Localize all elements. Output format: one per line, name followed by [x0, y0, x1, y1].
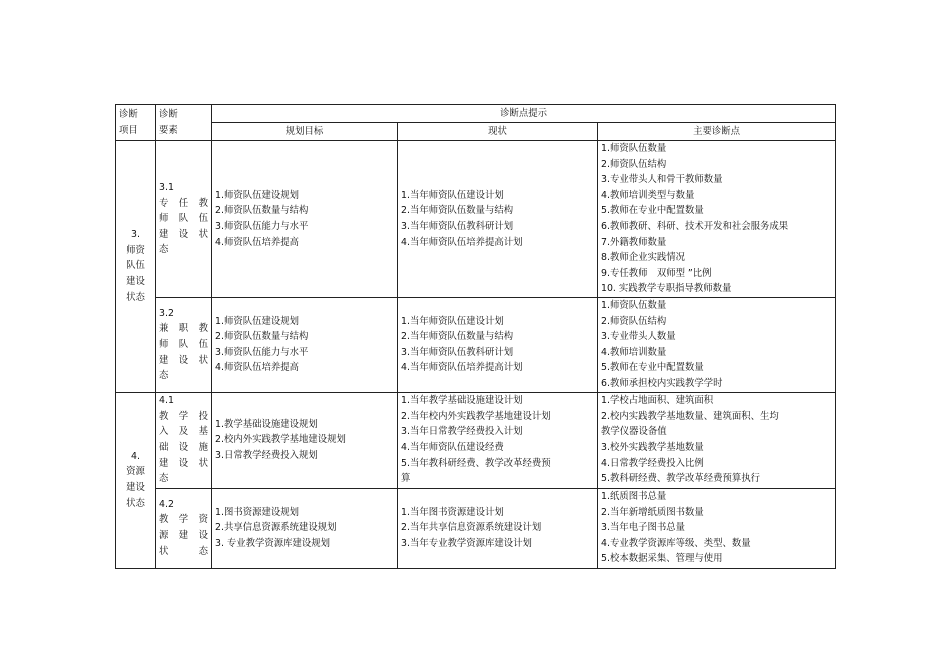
list-item: 1.当年图书资源建设计划 — [401, 506, 504, 518]
status-cell — [398, 297, 598, 392]
list-item: 1.当年师资队伍建设计划 — [401, 315, 504, 327]
plan-cell — [212, 141, 398, 298]
list-item: 4.师资队伍培养提高 — [215, 362, 299, 374]
list-item: 2.校内实践教学基地数量、建筑面积、生均 — [601, 410, 779, 422]
list-item: 10. 实践教学专职指导教师数量 — [601, 283, 732, 295]
list-item: 3.当年专业教学资源库建设计划 — [401, 537, 532, 549]
header-hint: 诊断点提示 — [212, 105, 836, 123]
list-item: 师 队 伍 — [159, 213, 208, 225]
list-item: 3.当年师资队伍教科研计划 — [401, 346, 514, 358]
header-row-1 — [116, 105, 836, 123]
list-item: 2.师资队伍数量与结构 — [215, 205, 309, 217]
list-item: 教 学 资 — [159, 514, 208, 526]
list-item: 3.当年日常教学经费投入计划 — [401, 426, 523, 438]
list-item: 5.校本数据采集、管理与使用 — [601, 553, 723, 565]
header-main: 主要诊断点 — [598, 123, 836, 141]
list-item: 师 队 伍 — [159, 338, 208, 350]
list-item: 4.教师培训类型与数量 — [601, 189, 695, 201]
list-item: 5.教师在专业中配置数量 — [601, 205, 704, 217]
list-item: 8.教师企业实践情况 — [601, 252, 685, 264]
status-cell — [398, 392, 598, 488]
list-item: 2.校内外实践教学基地建设规划 — [215, 434, 346, 446]
element-cell: 3.1 专 任 教 师 队 伍 建 设 状 态 — [156, 141, 212, 298]
list-item: 1.师资队伍建设规划 — [215, 315, 299, 327]
list-item: 2.当年师资队伍数量与结构 — [401, 331, 514, 343]
section-item-3: 3. 师资 队伍 建设 状态 — [116, 141, 156, 393]
list-item: 入 及 基 — [159, 426, 208, 438]
list-item: 1.当年教学基础设施建设计划 — [401, 395, 523, 407]
list-item: 1.纸质图书总量 — [601, 491, 667, 503]
list-item: 3.专业带头人和骨干教师数量 — [601, 174, 723, 186]
list-item: 1.师资队伍数量 — [601, 143, 667, 154]
element-cell: 4.2 教 学 资 源 建 设 状态 — [156, 488, 212, 568]
list-item: 3.校外实践教学基地数量 — [601, 442, 704, 453]
main-cell — [598, 488, 836, 568]
list-item: 9.专任教师 双师型 ”比例 — [601, 267, 712, 279]
list-item: 状态 — [159, 545, 208, 557]
list-item: 2.共享信息资源系统建设规划 — [215, 522, 337, 534]
list-item: 6.教师教研、科研、技术开发和社会服务成果 — [601, 220, 789, 232]
list-item: 3.师资队伍能力与水平 — [215, 346, 309, 358]
list-item: 教 学 投 — [159, 410, 208, 422]
list-item: 1.图书资源建设规划 — [215, 506, 299, 518]
list-item: 础 设 施 — [159, 442, 208, 453]
status-cell — [398, 488, 598, 568]
list-item: 源 建 设 — [159, 530, 208, 541]
section-item-4: 4. 资源 建设 状态 — [116, 392, 156, 568]
list-item: 2.当年新增纸质图书数量 — [601, 506, 704, 518]
list-item: 4.当年师资队伍培养提高计划 — [401, 236, 523, 248]
list-item: 3.当年电子图书总量 — [601, 522, 685, 534]
list-item: 2.师资队伍结构 — [601, 315, 667, 327]
list-item: 2.师资队伍数量与结构 — [215, 331, 309, 343]
list-item: 2.当年校内外实践教学基地建设计划 — [401, 410, 551, 422]
list-item: 4.专业教学资源库等级、类型、数量 — [601, 537, 751, 549]
list-item: 4.日常教学经费投入比例 — [601, 457, 704, 469]
list-item: 教学仪器设备值 — [601, 426, 667, 438]
plan-cell — [212, 392, 398, 488]
diagnosis-table — [115, 104, 836, 569]
list-item: 算 — [401, 473, 411, 485]
element-cell: 4.1 教 学 投 入 及 基 础 设 施 建 设 状 态 — [156, 392, 212, 488]
list-item: 1.教学基础设施建设规划 — [215, 418, 318, 430]
plan-cell — [212, 297, 398, 392]
list-item: 5.教科研经费、教学改革经费预算执行 — [601, 473, 760, 485]
list-item: 4.当年师资队伍培养提高计划 — [401, 362, 523, 374]
main-cell — [598, 297, 836, 392]
list-item: 3. 专业教学资源库建设规划 — [215, 537, 331, 549]
list-item: 3.专业带头人数量 — [601, 331, 676, 343]
plan-cell — [212, 488, 398, 568]
element-cell: 3.2 兼 职 教 师 队 伍 建 设 状 态 — [156, 297, 212, 392]
header-row-2 — [116, 123, 836, 141]
list-item: 5.当年教科研经费、教学改革经费预 — [401, 457, 551, 469]
list-item: 态 — [159, 244, 169, 256]
list-item: 4.教师培训数量 — [601, 346, 667, 358]
list-item: 1.当年师资队伍建设计划 — [401, 189, 504, 201]
list-item: 4.当年师资队伍建设经费 — [401, 442, 504, 453]
list-item: 6.教师承担校内实践教学学时 — [601, 377, 723, 389]
list-item: 1.师资队伍建设规划 — [215, 189, 299, 201]
list-item: 4.师资队伍培养提高 — [215, 236, 299, 248]
main-cell — [598, 141, 836, 298]
header-element: 诊断 要素 — [156, 105, 212, 141]
header-status: 现状 — [398, 123, 598, 141]
table-row — [116, 141, 836, 298]
header-plan: 规划目标 — [212, 123, 398, 141]
list-item: 1.学校占地面积、建筑面积 — [601, 395, 714, 407]
table-row — [116, 488, 836, 568]
list-item: 态 — [159, 370, 169, 382]
list-item: 2.当年共享信息资源系统建设计划 — [401, 522, 542, 534]
list-item: 3.当年师资队伍教科研计划 — [401, 220, 514, 232]
table-row — [116, 297, 836, 392]
list-item: 3.日常教学经费投入规划 — [215, 449, 318, 461]
list-item: 态 — [159, 473, 169, 485]
status-cell — [398, 141, 598, 298]
table-row — [116, 392, 836, 488]
list-item: 建 设 状 — [159, 228, 208, 240]
header-item: 诊断 项目 — [116, 105, 156, 141]
list-item: 专 任 教 — [159, 197, 208, 209]
list-item: 兼 职 教 — [159, 323, 208, 335]
list-item: 5.教师在专业中配置数量 — [601, 362, 704, 374]
main-cell — [598, 392, 836, 488]
list-item: 7.外籍教师数量 — [601, 236, 667, 248]
list-item: 1.师资队伍数量 — [601, 299, 667, 311]
list-item: 2.师资队伍结构 — [601, 158, 667, 170]
list-item: 2.当年师资队伍数量与结构 — [401, 205, 514, 217]
list-item: 3.师资队伍能力与水平 — [215, 220, 309, 232]
list-item: 建 设 状 — [159, 457, 208, 469]
list-item: 建 设 状 — [159, 354, 208, 366]
